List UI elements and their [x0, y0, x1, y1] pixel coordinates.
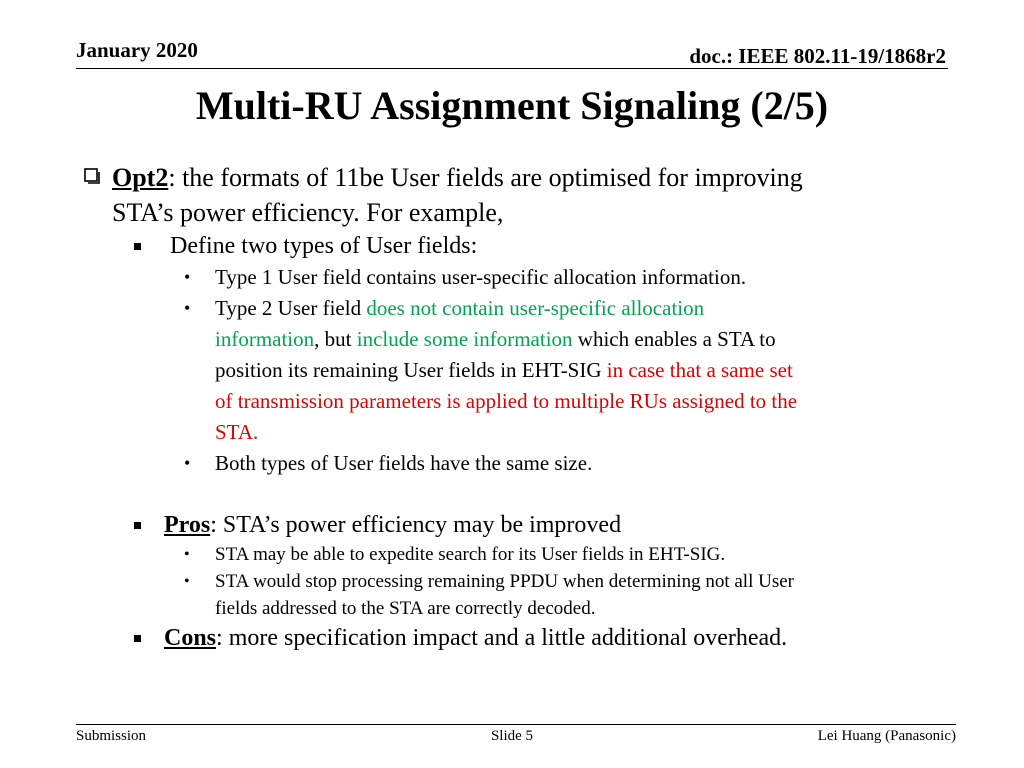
pros-item-2-text-b: fields addressed to the STA are correctly decoded.	[215, 598, 596, 619]
type1-text: Type 1 User field contains user-specific allocation information.	[215, 265, 747, 289]
dot-bullet-icon: •	[184, 453, 191, 473]
pros-text: : STA’s power efficiency may be improved	[210, 512, 622, 538]
pros-item-1-text: STA may be able to expedite search for its User fields in EHT-SIG.	[215, 544, 726, 565]
slide-body	[84, 160, 954, 654]
type2-bullet	[84, 293, 954, 324]
type2-text-g: position its remaining User fields in EHT-SIG	[215, 358, 607, 382]
type2-text-c: information	[215, 327, 315, 351]
type2-text-a: Type 2 User field	[215, 296, 367, 320]
type2-text-f: which enables a STA to	[572, 327, 776, 351]
footer-divider	[76, 724, 956, 725]
type1-bullet	[84, 262, 954, 293]
cons-bullet	[84, 622, 954, 654]
checkbox-bullet-icon	[84, 168, 100, 184]
footer-slide-number: Slide 5	[490, 728, 534, 744]
pros-item-2	[84, 568, 954, 595]
type2-line-3	[84, 355, 954, 386]
cons-text: : more specification impact and a little additional overhead.	[216, 625, 788, 651]
square-bullet-icon	[134, 635, 141, 642]
type2-text-e: include some information	[356, 327, 573, 351]
pros-item-2-text-a: STA would stop processing remaining PPDU when determining not all User	[215, 571, 794, 592]
opt2-text-2: STA’s power efficiency. For example,	[112, 198, 504, 227]
footer-submission: Submission	[76, 728, 147, 744]
both-bullet	[84, 448, 954, 479]
dot-bullet-icon: •	[184, 573, 190, 590]
opt2-bullet-cont	[84, 195, 954, 230]
pros-label: Pros	[164, 512, 211, 538]
dot-bullet-icon: •	[184, 298, 191, 318]
type2-text-j: STA.	[215, 420, 259, 444]
dot-bullet-icon: •	[184, 267, 191, 287]
header-date: January 2020	[76, 38, 198, 62]
opt2-text: : the formats of 11be User fields are optimised for improving	[168, 163, 803, 192]
pros-bullet	[84, 509, 954, 541]
type2-text-d: , but	[314, 327, 357, 351]
square-bullet-icon	[134, 243, 141, 250]
type2-line-5	[84, 417, 954, 448]
opt2-label: Opt2	[112, 163, 169, 192]
pros-item-1	[84, 541, 954, 568]
footer-author: Lei Huang (Panasonic)	[817, 728, 956, 744]
type2-line-4	[84, 386, 954, 417]
header-divider	[76, 68, 948, 69]
dot-bullet-icon: •	[184, 546, 190, 563]
slide-title: Multi-RU Assignment Signaling (2/5)	[195, 83, 829, 128]
square-bullet-icon	[134, 522, 141, 529]
pros-item-2-cont	[84, 595, 954, 622]
both-text: Both types of User fields have the same size.	[215, 451, 593, 475]
cons-label: Cons	[164, 625, 217, 651]
define-text: Define two types of User fields:	[170, 233, 478, 259]
spacer	[84, 479, 954, 509]
type2-text-h: in case that a same set	[606, 358, 793, 382]
type2-text-i: of transmission parameters is applied to multiple RUs assigned to the	[215, 389, 798, 413]
header-doc-id: doc.: IEEE 802.11-19/1868r2	[689, 44, 946, 68]
type2-line-2	[84, 324, 954, 355]
opt2-bullet	[84, 160, 954, 195]
type2-text-b: does not contain user-specific allocation	[366, 296, 705, 320]
define-bullet	[84, 230, 954, 262]
